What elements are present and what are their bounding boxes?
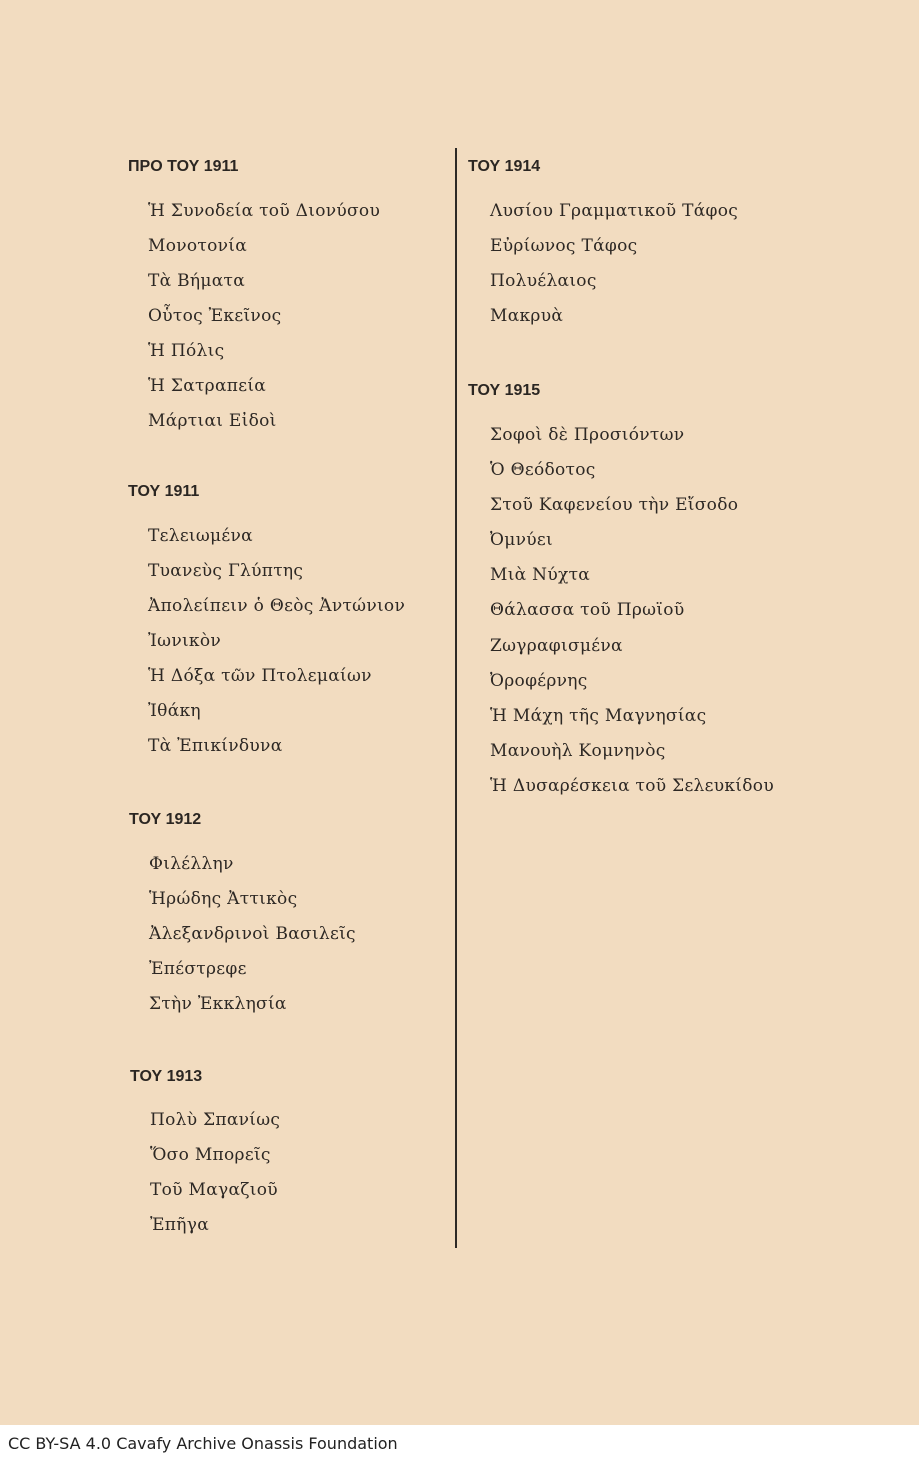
poem-title: Τὰ Βήματα xyxy=(148,271,246,291)
poem-title: Στοῦ Καφενείου τὴν Εἴσοδο xyxy=(490,495,739,515)
section-heading: ΤΟΥ 1912 xyxy=(129,811,202,828)
section-heading: ΠΡΟ ΤΟΥ 1911 xyxy=(128,158,239,175)
poem-title: Ἐπῆγα xyxy=(150,1215,209,1235)
poem-title: Ἡ Μάχη τῆς Μαγνησίας xyxy=(490,706,707,726)
section-heading: ΤΟΥ 1915 xyxy=(468,382,541,399)
poem-title: Μανουὴλ Κομνηνὸς xyxy=(490,741,666,761)
poem-title: Μάρτιαι Εἰδοὶ xyxy=(148,411,277,431)
poem-title: Οὗτος Ἐκεῖνος xyxy=(148,306,282,326)
poem-title: Στὴν Ἐκκλησία xyxy=(149,994,287,1014)
poem-title: Ὀμνύει xyxy=(490,530,553,550)
poem-title: Ἡρώδης Ἀττικὸς xyxy=(149,889,298,909)
poem-title: Σοφοὶ δὲ Προσιόντων xyxy=(490,425,685,445)
poem-title: Πολὺ Σπανίως xyxy=(150,1110,281,1130)
poem-title: Τελειωμένα xyxy=(148,526,253,546)
poem-title: Ἐπέστρεφε xyxy=(149,959,247,979)
poem-title: Ἰθάκη xyxy=(148,701,201,721)
poem-title: Μιὰ Νύχτα xyxy=(490,565,591,585)
poem-title: Εὐρίωνος Τάφος xyxy=(490,236,638,256)
poem-title: Ὅσο Μπορεῖς xyxy=(150,1145,271,1165)
column-divider xyxy=(455,148,457,1248)
poem-title: Ὀροφέρνης xyxy=(490,671,588,691)
poem-title: Φιλέλλην xyxy=(149,854,234,874)
poem-title: Τυανεὺς Γλύπτης xyxy=(148,561,304,581)
poem-title: Τὰ Ἐπικίνδυνα xyxy=(148,736,283,756)
license-footer: CC BY-SA 4.0 Cavafy Archive Onassis Foundation xyxy=(8,1434,398,1453)
section-heading: ΤΟΥ 1911 xyxy=(128,483,200,500)
poem-title: Ἡ Δυσαρέσκεια τοῦ Σελευκίδου xyxy=(490,776,774,796)
poem-title: Λυσίου Γραμματικοῦ Τάφος xyxy=(490,201,739,221)
poem-title: Μακρυὰ xyxy=(490,306,564,326)
poem-title: Πολυέλαιος xyxy=(490,271,597,291)
section-heading: ΤΟΥ 1914 xyxy=(468,158,541,175)
section-heading: ΤΟΥ 1913 xyxy=(130,1068,203,1085)
poem-title: Θάλασσα τοῦ Πρωϊοῦ xyxy=(490,600,685,620)
poem-title: Ἡ Συνοδεία τοῦ Διονύσου xyxy=(148,201,381,221)
poem-title: Μονοτονία xyxy=(148,236,248,256)
poem-title: Ἀλεξανδρινοὶ Βασιλεῖς xyxy=(149,924,356,944)
poem-title: Ἰωνικὸν xyxy=(148,631,222,651)
poem-title: Ὁ Θεόδοτος xyxy=(490,460,596,480)
poem-title: Ἡ Δόξα τῶν Πτολεμαίων xyxy=(148,666,372,686)
poem-title: Τοῦ Μαγαζιοῦ xyxy=(150,1180,278,1200)
poem-title: Ἡ Σατραπεία xyxy=(148,376,267,396)
poem-title: Ζωγραφισμένα xyxy=(490,636,623,656)
poem-title: Ἀπολείπειν ὁ Θεὸς Ἀντώνιον xyxy=(148,596,406,616)
poem-title: Ἡ Πόλις xyxy=(148,341,225,361)
